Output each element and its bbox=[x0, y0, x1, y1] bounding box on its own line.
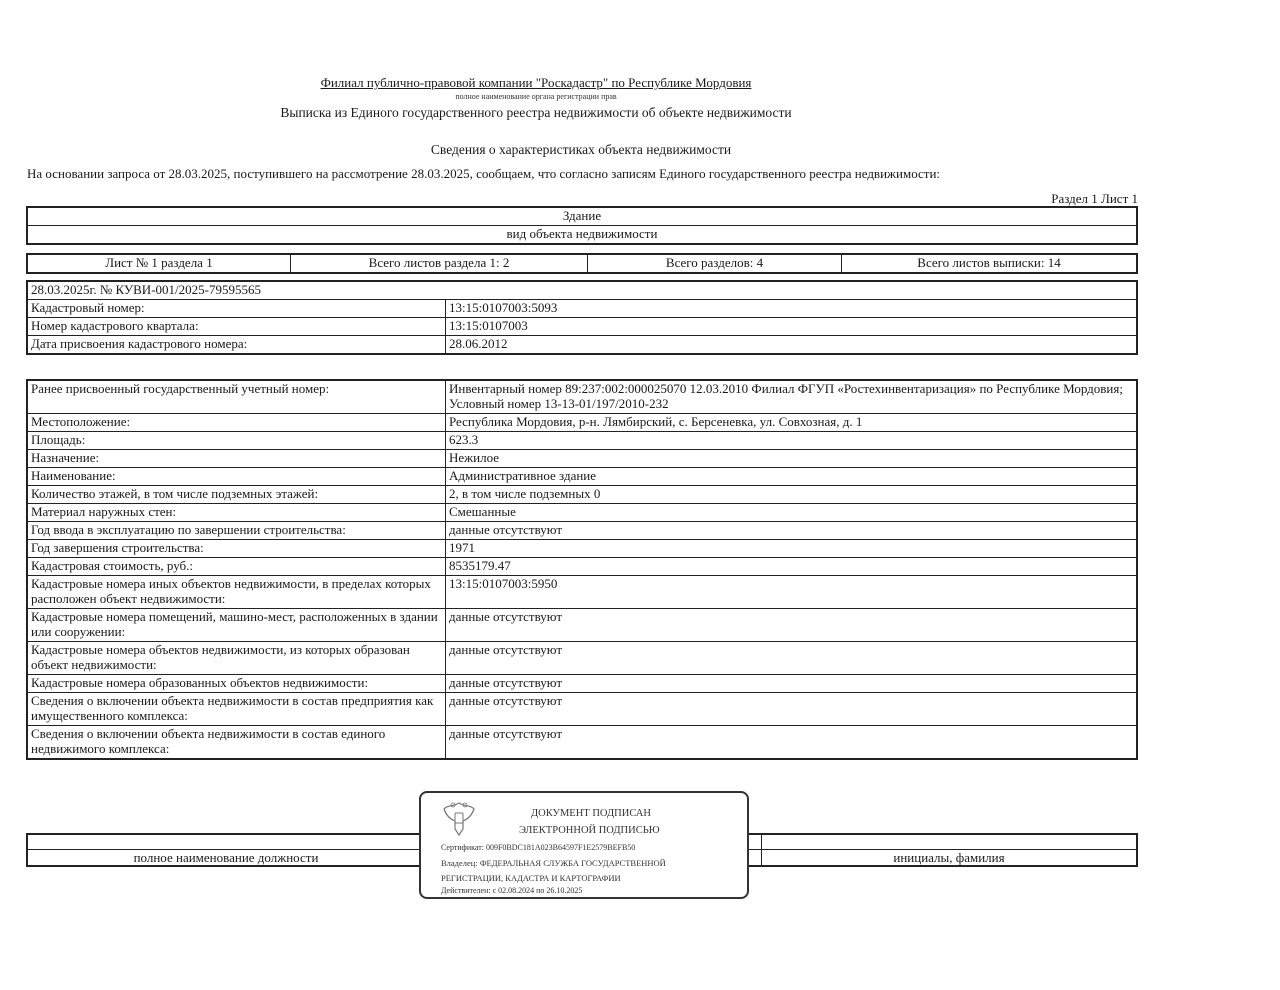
table-row bbox=[27, 693, 1137, 726]
row-value: 1971 bbox=[446, 540, 1138, 558]
row-value: данные отсутствуют bbox=[446, 609, 1138, 642]
row-key: Год завершения строительства: bbox=[27, 540, 446, 558]
table-row bbox=[27, 504, 1137, 522]
table-row bbox=[27, 450, 1137, 468]
stamp-subtitle: ЭЛЕКТРОННОЙ ПОДПИСЬЮ bbox=[519, 825, 660, 836]
row-value: данные отсутствуют bbox=[446, 726, 1138, 760]
cadastral-main-table bbox=[26, 280, 1138, 355]
coat-of-arms-icon bbox=[441, 799, 477, 839]
row-value: 8535179.47 bbox=[446, 558, 1138, 576]
table-row bbox=[27, 576, 1137, 609]
row-key: Ранее присвоенный государственный учетный номер: bbox=[27, 380, 446, 414]
table-row bbox=[27, 336, 1137, 355]
row-key: Сведения о включении объекта недвижимости в состав единого недвижимого комплекса: bbox=[27, 726, 446, 760]
row-key: Наименование: bbox=[27, 468, 446, 486]
row-value: Административное здание bbox=[446, 468, 1138, 486]
table-row bbox=[27, 540, 1137, 558]
row-key: Местоположение: bbox=[27, 414, 446, 432]
row-key: Номер кадастрового квартала: bbox=[27, 318, 446, 336]
stamp-owner: Владелец: ФЕДЕРАЛЬНАЯ СЛУЖБА ГОСУДАРСТВЕННОЙ bbox=[441, 858, 666, 868]
row-value: данные отсутствуют bbox=[446, 693, 1138, 726]
row-value: данные отсутствуют bbox=[446, 675, 1138, 693]
row-key: Количество этажей, в том числе подземных этажей: bbox=[27, 486, 446, 504]
electronic-signature-stamp bbox=[419, 791, 749, 899]
object-type-value: Здание bbox=[27, 207, 1137, 226]
table-row bbox=[27, 642, 1137, 675]
row-value: 28.06.2012 bbox=[446, 336, 1138, 355]
table-row bbox=[27, 380, 1137, 414]
table-row bbox=[27, 558, 1137, 576]
stamp-validity: Действителен: с 02.08.2024 по 26.10.2025 bbox=[441, 886, 583, 895]
document-title: Выписка из Единого государственного реестра недвижимости об объекте недвижимости bbox=[280, 105, 792, 120]
row-key: Сведения о включении объекта недвижимости в состав предприятия как имущественного комплекса: bbox=[27, 693, 446, 726]
stamp-certificate: Сертификат: 009F0BDC181A023B64597F1E2579BEFB50 bbox=[441, 843, 636, 852]
section-title: Сведения о характеристиках объекта недвижимости bbox=[430, 142, 732, 157]
row-key: Кадастровый номер: bbox=[27, 300, 446, 318]
table-row bbox=[27, 414, 1137, 432]
stamp-owner-cont: РЕГИСТРАЦИИ, КАДАСТРА И КАРТОГРАФИИ bbox=[441, 873, 621, 883]
object-type-box bbox=[26, 206, 1138, 245]
table-row bbox=[27, 726, 1137, 760]
section-count: Всего разделов: 4 bbox=[588, 254, 842, 273]
row-key: Год ввода в эксплуатацию по завершении строительства: bbox=[27, 522, 446, 540]
position-label: полное наименование должности bbox=[27, 850, 425, 867]
row-value: Смешанные bbox=[446, 504, 1138, 522]
record-id: 28.03.2025г. № КУВИ-001/2025-79595565 bbox=[27, 281, 1137, 300]
row-value: 2, в том числе подземных 0 bbox=[446, 486, 1138, 504]
row-key: Кадастровые номера иных объектов недвижимости, в пределах которых расположен объект недвижимости: bbox=[27, 576, 446, 609]
row-key: Кадастровая стоимость, руб.: bbox=[27, 558, 446, 576]
stamp-title: ДОКУМЕНТ ПОДПИСАН bbox=[531, 808, 651, 819]
row-key: Площадь: bbox=[27, 432, 446, 450]
table-row bbox=[27, 432, 1137, 450]
table-row bbox=[27, 468, 1137, 486]
object-type-label: вид объекта недвижимости bbox=[27, 226, 1137, 245]
organization-caption: полное наименование органа регистрации прав bbox=[455, 92, 617, 101]
row-key: Кадастровые номера образованных объектов недвижимости: bbox=[27, 675, 446, 693]
sheet-number: Лист № 1 раздела 1 bbox=[27, 254, 291, 273]
row-key: Дата присвоения кадастрового номера: bbox=[27, 336, 446, 355]
intro-text: На основании запроса от 28.03.2025, поступившего на рассмотрение 28.03.2025, сообщаем, что согласно записям Единого государственного реестра недвижимости: bbox=[27, 166, 941, 181]
section-sheet-count: Всего листов раздела 1: 2 bbox=[291, 254, 588, 273]
table-row bbox=[27, 300, 1137, 318]
row-key: Кадастровые номера объектов недвижимости, из которых образован объект недвижимости: bbox=[27, 642, 446, 675]
table-row bbox=[27, 318, 1137, 336]
table-row bbox=[27, 522, 1137, 540]
row-value: 13:15:0107003:5093 bbox=[446, 300, 1138, 318]
row-key: Назначение: bbox=[27, 450, 446, 468]
row-value: Инвентарный номер 89:237:002:000025070 12.03.2010 Филиал ФГУП «Ростехинвентаризация» по Республике Мордовия; Условный номер 13-13-01/197/2010-232 bbox=[446, 380, 1138, 414]
object-details-table bbox=[26, 379, 1138, 760]
extract-sheet-count: Всего листов выписки: 14 bbox=[842, 254, 1138, 273]
row-value: 13:15:0107003 bbox=[446, 318, 1138, 336]
name-label: инициалы, фамилия bbox=[762, 850, 1138, 867]
row-value: Нежилое bbox=[446, 450, 1138, 468]
table-row bbox=[27, 675, 1137, 693]
row-value: Республика Мордовия, р-н. Лямбирский, с. Берсеневка, ул. Совхозная, д. 1 bbox=[446, 414, 1138, 432]
row-value: данные отсутствуют bbox=[446, 522, 1138, 540]
sheets-info-row bbox=[26, 253, 1138, 274]
table-row bbox=[27, 486, 1137, 504]
row-key: Материал наружных стен: bbox=[27, 504, 446, 522]
row-value: 13:15:0107003:5950 bbox=[446, 576, 1138, 609]
row-value: 623.3 bbox=[446, 432, 1138, 450]
section-reference: Раздел 1 Лист 1 bbox=[1051, 191, 1138, 206]
row-value: данные отсутствуют bbox=[446, 642, 1138, 675]
table-row bbox=[27, 609, 1137, 642]
organization-name: Филиал публично-правовой компании "Роскадастр" по Республике Мордовия bbox=[320, 75, 752, 90]
row-key: Кадастровые номера помещений, машино-мест, расположенных в здании или сооружении: bbox=[27, 609, 446, 642]
